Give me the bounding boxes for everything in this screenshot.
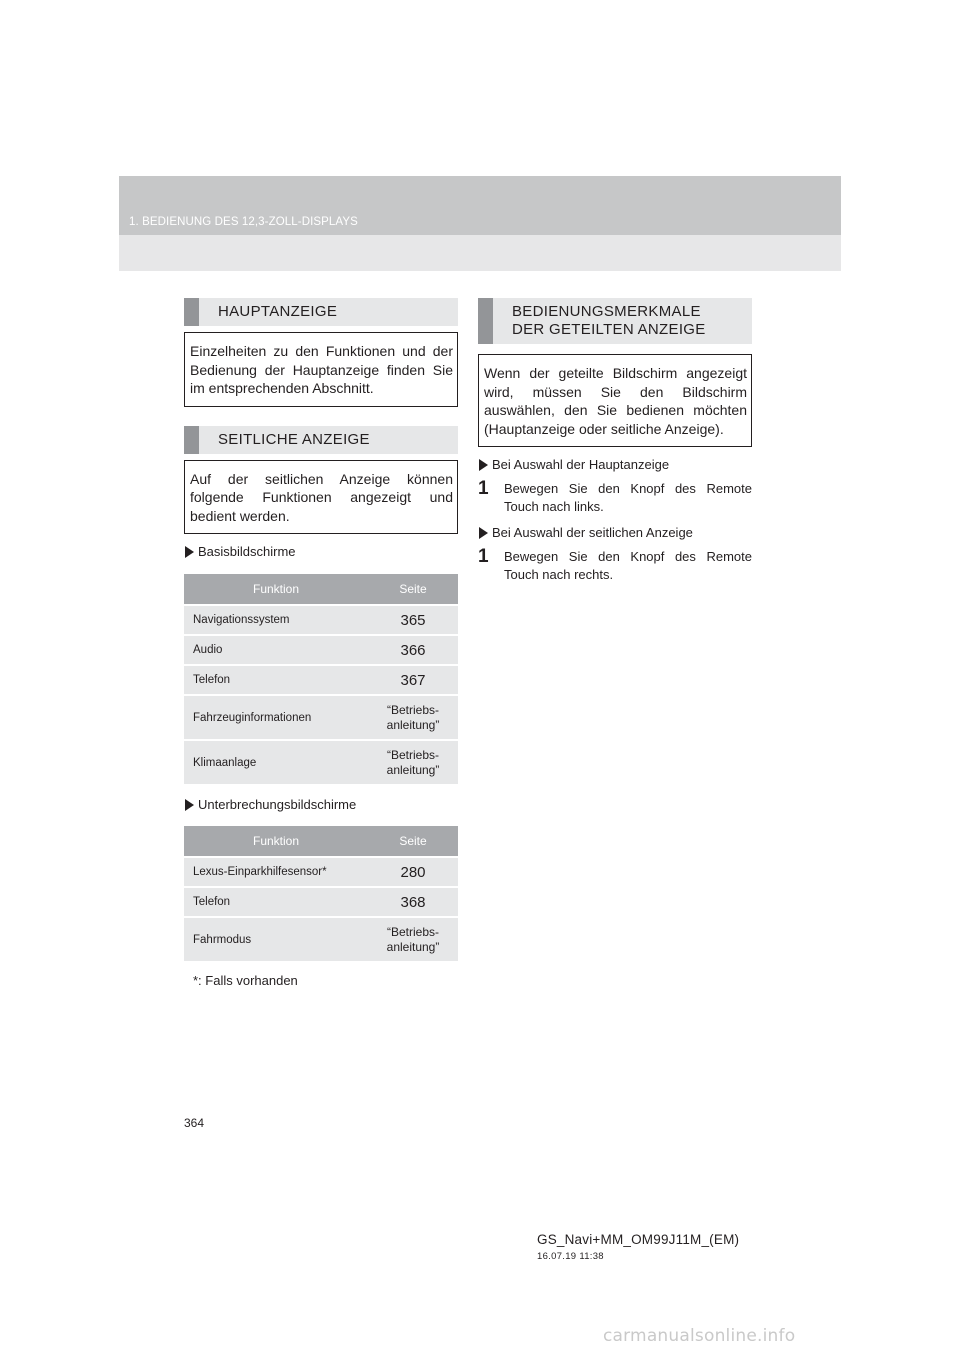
arrow-right-icon [185, 546, 194, 558]
basis-table [184, 572, 458, 786]
seitliche-anzeige-text-box [184, 460, 458, 535]
heading-tab [478, 298, 493, 344]
label-hauptanzeige [478, 456, 752, 473]
function-cell: Klimaanlage [184, 741, 368, 784]
function-cell: Fahrmodus [184, 918, 368, 961]
page-number: 364 [184, 1116, 205, 1130]
function-cell: Audio [184, 636, 368, 664]
heading-tab [184, 426, 199, 454]
col-header-funktion: Funktion [184, 826, 368, 856]
step-number: 1 [478, 478, 489, 499]
table-row [184, 636, 458, 664]
geteilte-anzeige-text: Wenn der geteilte Bildschirm angezeigt wird, müssen Sie den Bildschirm auswählen, den Sie bedienen möchten (Hauptanzeige oder seitliche Anzeige). [484, 365, 747, 437]
section-title: 1. BEDIENUNG DES 12,3-ZOLL-DISPLAYS [129, 216, 358, 228]
step-text: Bewegen Sie den Knopf des Remote Touch nach links. [504, 481, 752, 514]
table-header-row [184, 574, 458, 604]
arrow-right-icon [185, 799, 194, 811]
function-cell: Telefon [184, 666, 368, 694]
table-row [184, 918, 458, 961]
page-cell: 368 [368, 888, 458, 916]
label-text: Bei Auswahl der Hauptanzeige [492, 457, 670, 472]
page-cell [368, 696, 458, 739]
footnote: *: Falls vorhanden [193, 973, 298, 988]
table-row [184, 888, 458, 916]
function-cell: Navigationssystem [184, 606, 368, 634]
geteilte-anzeige-heading [478, 298, 752, 344]
label-seitliche-anzeige [478, 524, 752, 541]
watermark-text: carmanualsonline.info [603, 1326, 796, 1346]
page-cell: 365 [368, 606, 458, 634]
list-label-text: Unterbrechungsbildschirme [198, 797, 357, 812]
geteilte-anzeige-title [512, 303, 706, 339]
heading-tab [184, 298, 199, 326]
seitliche-anzeige-heading [184, 426, 458, 454]
table-row [184, 741, 458, 784]
table-row [184, 606, 458, 634]
page-ref-line2: anleitung” [386, 717, 440, 732]
list-label-unterbrechung [184, 796, 458, 813]
list-label-basis [184, 543, 458, 560]
right-column [478, 298, 752, 584]
left-column [184, 298, 458, 988]
step-number: 1 [478, 546, 489, 567]
hauptanzeige-heading [184, 298, 458, 326]
hauptanzeige-text: Einzelheiten zu den Funktionen und der Bedienung der Hauptanzeige finden Sie im entsprechenden Abschnitt. [190, 343, 453, 396]
document-code: GS_Navi+MM_OM99J11M_(EM) [537, 1232, 740, 1247]
arrow-right-icon [479, 459, 488, 471]
col-header-seite: Seite [368, 826, 458, 856]
function-cell: Telefon [184, 888, 368, 916]
table-row [184, 696, 458, 739]
chapter-header-bar [119, 176, 841, 235]
geteilte-anzeige-text-box [478, 354, 752, 447]
seitliche-anzeige-title: SEITLICHE ANZEIGE [218, 430, 370, 448]
table-row [184, 666, 458, 694]
title-line2: DER GETEILTEN ANZEIGE [512, 321, 706, 338]
step-text: Bewegen Sie den Knopf des Remote Touch nach rechts. [504, 549, 752, 582]
page-cell [368, 741, 458, 784]
title-line1: BEDIENUNGSMERKMALE [512, 303, 701, 320]
hauptanzeige-title: HAUPTANZEIGE [218, 303, 338, 320]
list-label-text: Basisbildschirme [198, 544, 296, 559]
document-date: 16.07.19 11:38 [537, 1251, 604, 1262]
page-ref-line2: anleitung” [386, 762, 440, 777]
hauptanzeige-text-box [184, 332, 458, 407]
page-ref-line2: anleitung” [386, 939, 440, 954]
table-header-row [184, 826, 458, 856]
page-cell [368, 918, 458, 961]
arrow-right-icon [479, 527, 488, 539]
col-header-seite: Seite [368, 574, 458, 604]
page-ref-line1: “Betriebs- [386, 747, 439, 762]
function-cell: Fahrzeuginformationen [184, 696, 368, 739]
step-1-left [478, 480, 752, 516]
page-cell: 367 [368, 666, 458, 694]
table-row [184, 858, 458, 886]
page-cell: 280 [368, 858, 458, 886]
page-ref-line1: “Betriebs- [386, 702, 439, 717]
function-cell: Lexus-Einparkhilfesensor* [184, 858, 368, 886]
seitliche-anzeige-text: Auf der seitlichen Anzeige können folgende Funktionen angezeigt und bedient werden. [190, 470, 453, 524]
chapter-header [119, 176, 841, 271]
label-text: Bei Auswahl der seitlichen Anzeige [492, 525, 693, 540]
col-header-funktion: Funktion [184, 574, 368, 604]
page-ref-line1: “Betriebs- [386, 924, 439, 939]
unterbrechung-table [184, 824, 458, 963]
page-cell: 366 [368, 636, 458, 664]
step-1-right [478, 548, 752, 584]
